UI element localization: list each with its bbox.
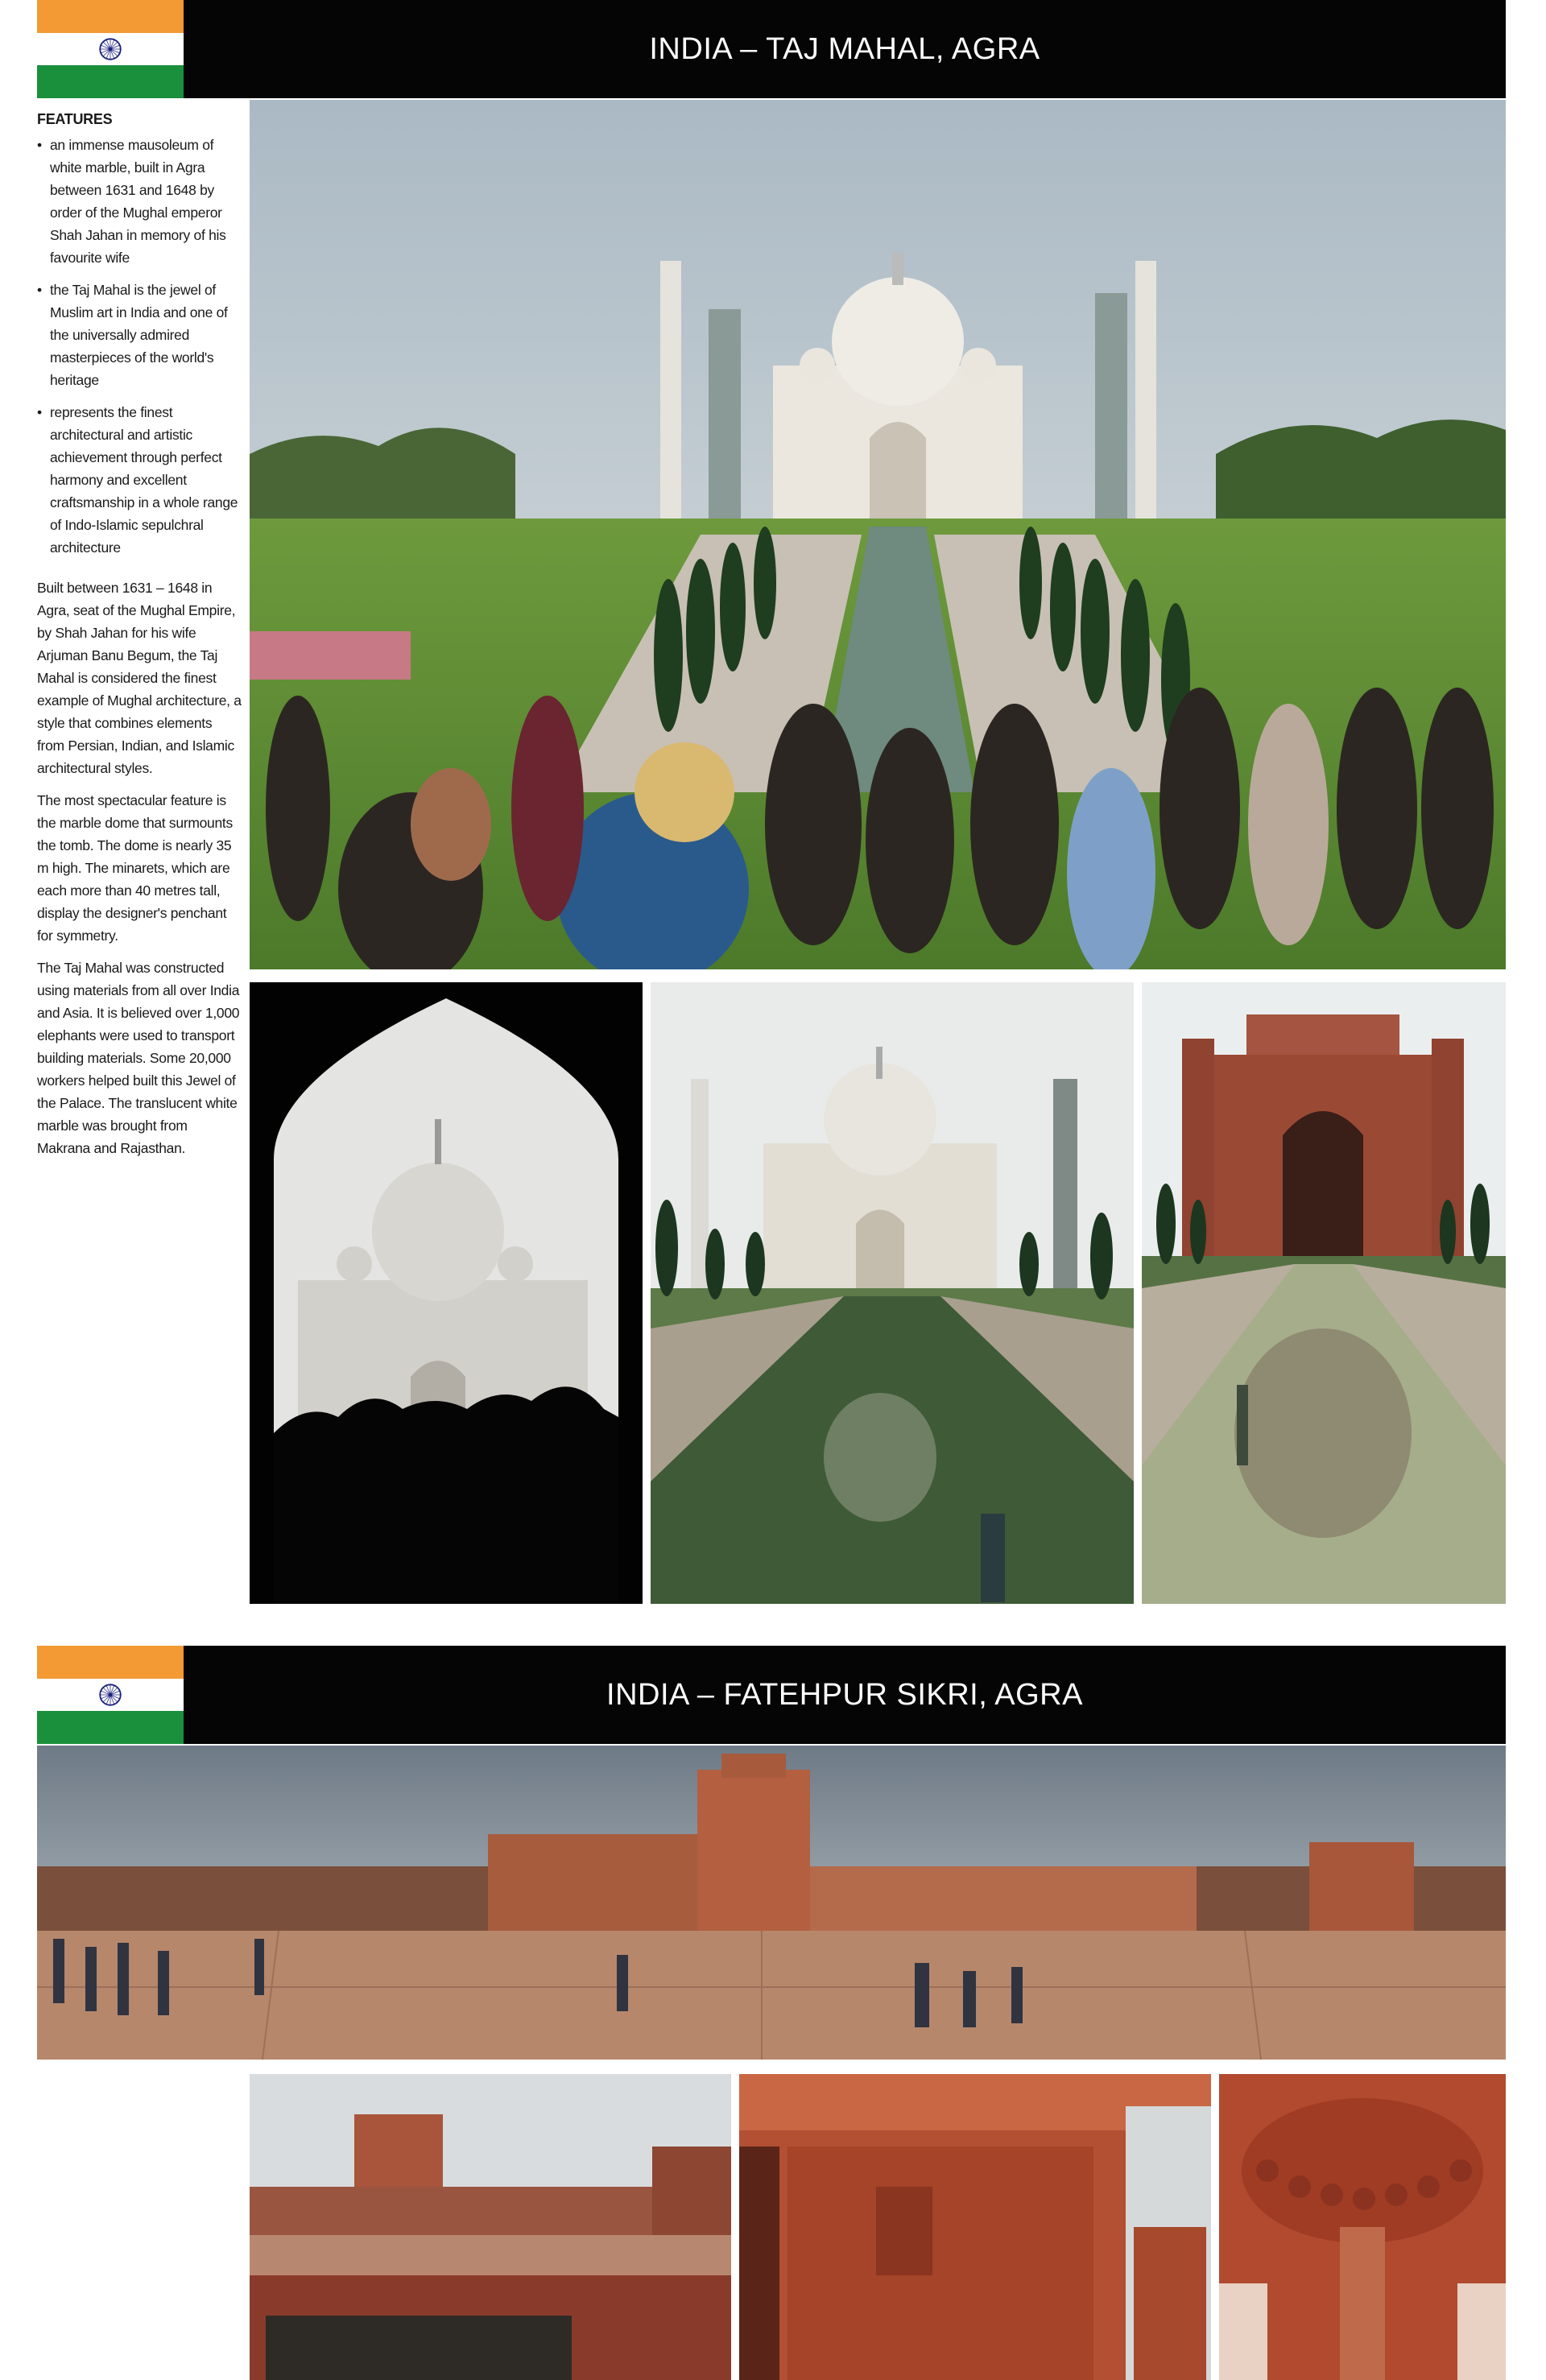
diwan-i-khas-pillar-photo [1219,2074,1506,2380]
fatehpur-sikri-panorama-photo [37,1746,1506,2060]
features-sidebar [37,108,242,1169]
section-title: INDIA – FATEHPUR SIKRI, AGRA [606,1677,1083,1712]
red-sandstone-pavilion-photo [739,2074,1211,2380]
taj-arch-silhouette-photo [250,982,643,1604]
list-item: • an immense mausoleum of white marble, built in Agra between 1631 and 1648 by order of the Mughal emperor Shah Jahan in memory of his favourite wife [37,134,242,269]
section-header-fatehpur-sikri [184,1646,1506,1744]
section-header-taj-mahal [184,0,1506,98]
ashoka-chakra-icon [98,1683,122,1707]
list-item: • the Taj Mahal is the jewel of Muslim art in India and one of the universally admired masterpieces of the world's heritage [37,279,242,391]
body-paragraph: The Taj Mahal was constructed using materials from all over India and Asia. It is believed over 1,000 elephants were used to transport building materials. Some 20,000 workers helped built this Jewel of the Palace. The translucent white marble was brought from Makrana and Rajasthan. [37,960,240,1156]
features-list [37,134,242,559]
taj-reflecting-pool-photo [651,982,1134,1604]
anup-talao-pool-photo [250,2074,731,2380]
body-paragraph: The most spectacular feature is the marble dome that surmounts the tomb. The dome is nearly 35 m high. The minarets, which are each more than 40 metres tall, display the designer's penchant for symmetry. [37,792,233,944]
body-paragraph: Built between 1631 – 1648 in Agra, seat of the Mughal Empire, by Shah Jahan for his wife Arjuman Banu Begum, the Taj Mahal is considered the finest example of Mughal architecture, a style that combines elements from Persian, Indian, and Islamic architectural styles. [37,580,242,776]
india-flag-icon [37,0,184,98]
taj-mahal-main-photo [250,100,1506,969]
features-heading: FEATURES [37,111,113,127]
section-title: INDIA – TAJ MAHAL, AGRA [649,31,1040,66]
great-gate-darwaza-photo [1142,982,1506,1604]
list-item: • represents the finest architectural and artistic achievement through perfect harmony and excellent craftsmanship in a whole range of Indo-Islamic sepulchral architecture [37,401,242,559]
ashoka-chakra-icon [98,37,122,61]
india-flag-icon [37,1646,184,1744]
